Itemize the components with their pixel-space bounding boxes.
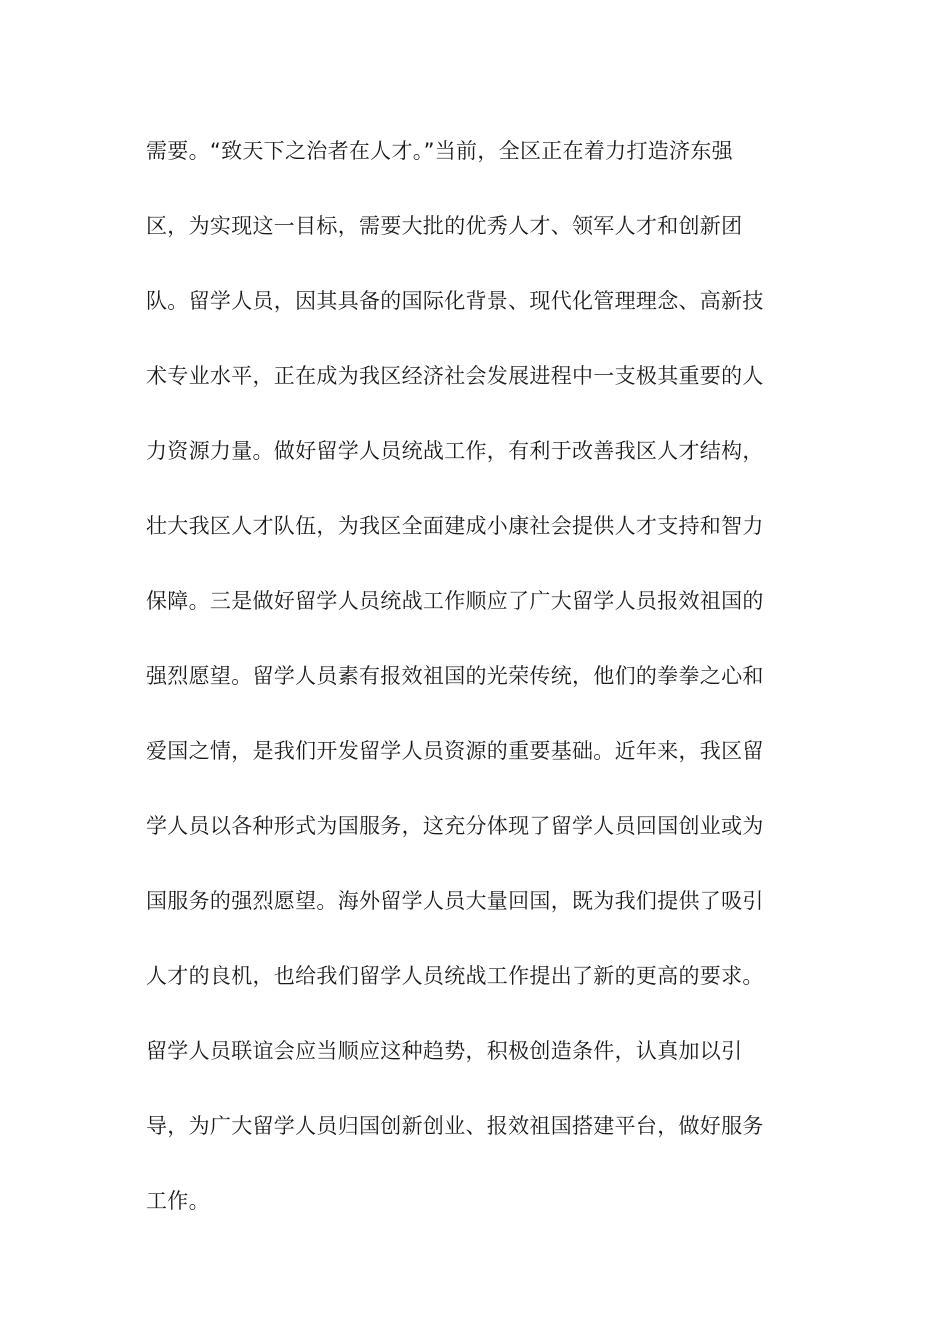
text-line: 强烈愿望。留学人员素有报效祖国的光荣传统，他们的拳拳之心和	[146, 664, 764, 688]
text-line: 导，为广大留学人员归国创新创业、报效祖国搭建平台，做好服务	[146, 1114, 764, 1138]
text-line: 队。留学人员，因其具备的国际化背景、现代化管理理念、高新技	[146, 289, 764, 313]
text-line: 国服务的强烈愿望。海外留学人员大量回国，既为我们提供了吸引	[146, 889, 764, 913]
text-line: 工作。	[146, 1189, 210, 1213]
text-line: 术专业水平，正在成为我区经济社会发展进程中一支极其重要的人	[146, 364, 764, 388]
text-line: 需要。“致天下之治者在人才。”当前，全区正在着力打造济东强	[146, 139, 733, 163]
text-line: 学人员以各种形式为国服务，这充分体现了留学人员回国创业或为	[146, 814, 764, 838]
text-line: 留学人员联谊会应当顺应这种趋势，积极创造条件，认真加以引	[146, 1039, 743, 1063]
text-line: 保障。三是做好留学人员统战工作顺应了广大留学人员报效祖国的	[146, 589, 764, 613]
body-text	[146, 132, 806, 1257]
text-line: 区，为实现这一目标，需要大批的优秀人才、领军人才和创新团	[146, 214, 743, 238]
text-line: 壮大我区人才队伍，为我区全面建成小康社会提供人才支持和智力	[146, 514, 764, 538]
text-line: 力资源力量。做好留学人员统战工作，有利于改善我区人才结构，	[146, 439, 764, 463]
text-line: 人才的良机，也给我们留学人员统战工作提出了新的更高的要求。	[146, 964, 764, 988]
text-line: 爱国之情，是我们开发留学人员资源的重要基础。近年来，我区留	[146, 739, 764, 763]
